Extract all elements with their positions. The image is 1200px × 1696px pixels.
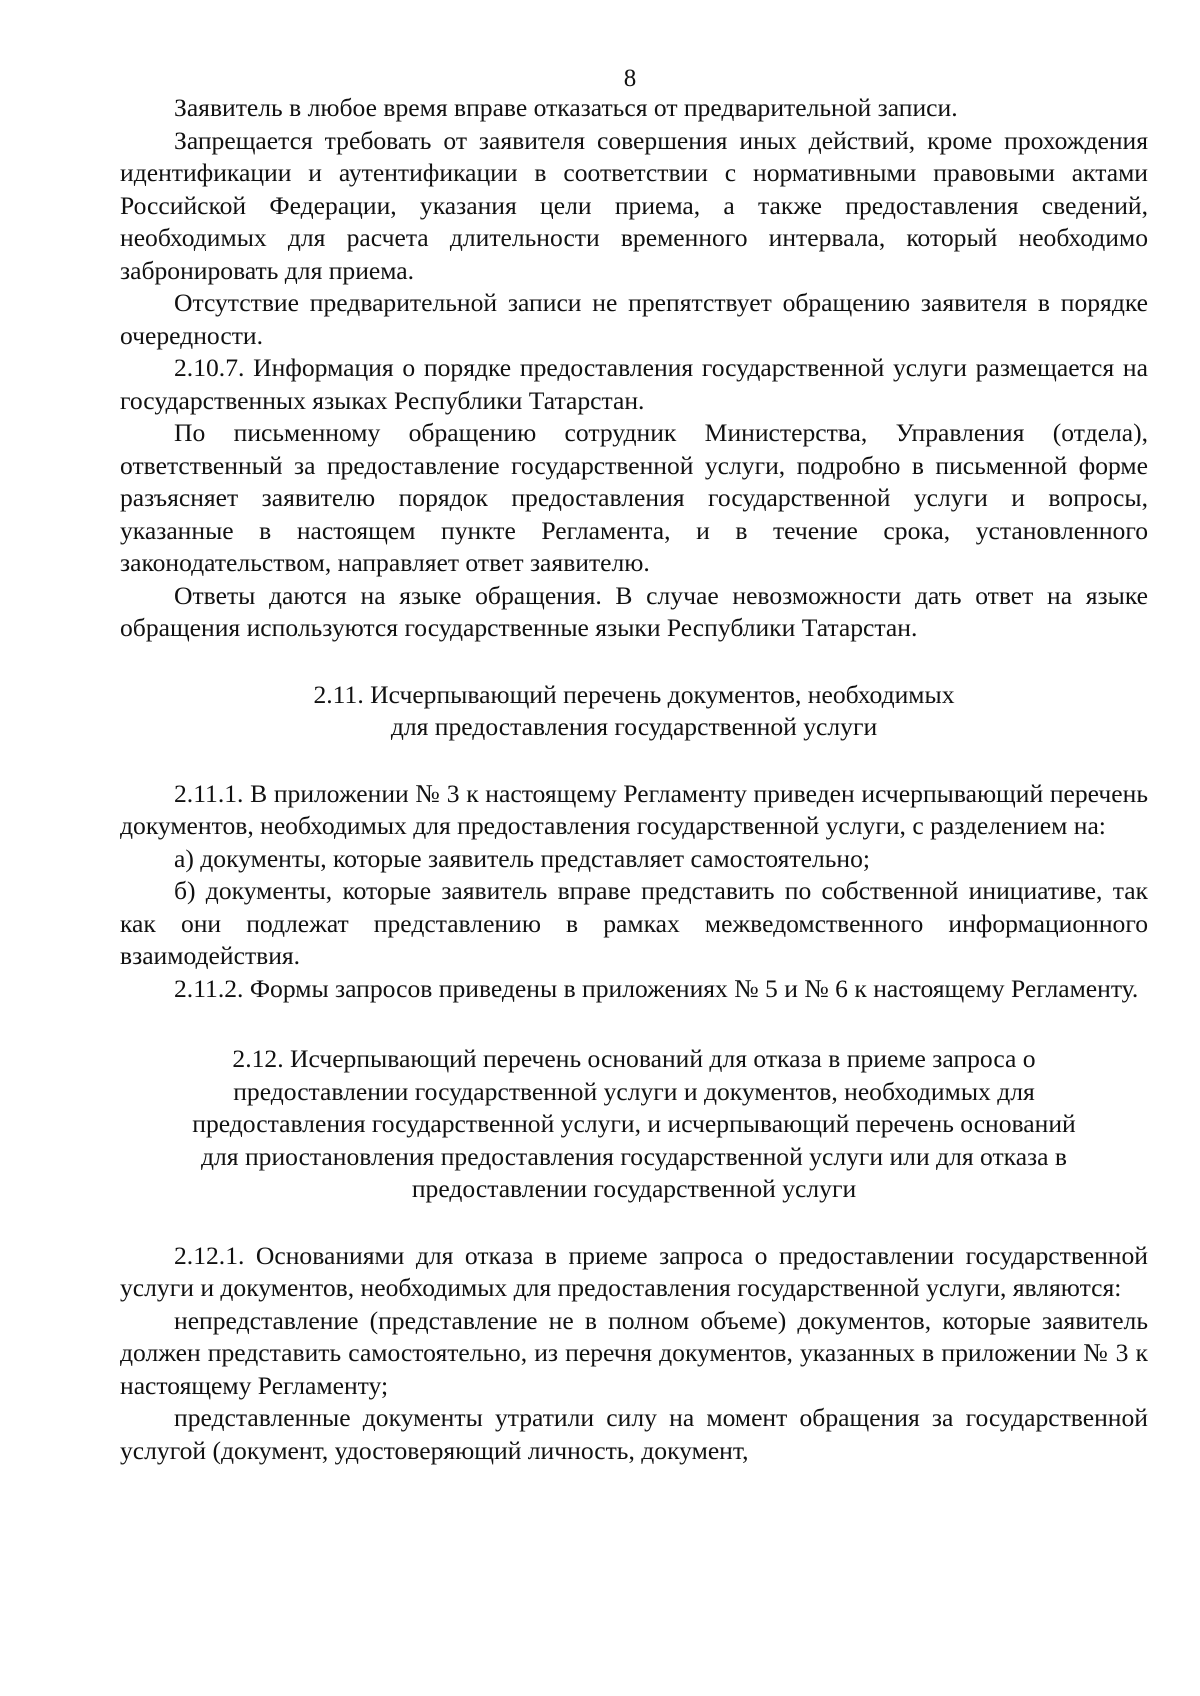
paragraph: а) документы, которые заявитель представляет самостоятельно; [174,843,870,873]
paragraph: Ответы даются на языке обращения. В случае невозможности дать ответ на языке обращения используются государственные языки Республики Татарстан. [120,580,1148,642]
heading-line: 2.12. Исчерпывающий перечень оснований для отказа в приеме запроса о [232,1044,1036,1073]
paragraph: б) документы, которые заявитель вправе представить по собственной инициативе, так как они подлежат представлению в рамках межведомственного информационного взаимодействия. [120,876,1148,970]
paragraph: По письменному обращению сотрудник Министерства, Управления (отдела), ответственный за предоставление государственной услуги, подробно в письменной форме разъясняет заявителю порядок предоставления государственной услуги и вопросы, указанные в настоящем пункте Регламента, и в течение срока, установленного законодательством, направляет ответ заявителю. [120,418,1148,577]
heading-line: для приостановления предоставления государственной услуги или для отказа в [200,1141,1068,1171]
heading-line: предоставления государственной услуги, и исчерпывающий перечень оснований [192,1109,1076,1138]
paragraph: непредставление (представление не в полном объеме) документов, которые заявитель должен представить самостоятельно, из перечня документов, указанных в приложении № 3 к настоящему Регламенту; [120,1305,1148,1400]
document-body [120,92,1148,1467]
paragraph: 2.12.1. Основаниями для отказа в приеме запроса о предоставлении государственной услуги и документов, необходимых для предоставления государственной услуги, являются: [120,1240,1148,1302]
paragraph: представленные документы утратили силу на момент обращения за государственной услугой (документ, удостоверяющий личность, документ, [120,1403,1148,1465]
paragraph: Запрещается требовать от заявителя совершения иных действий, кроме прохождения идентификации и аутентификации в соответствии с нормативными правовыми актами Российской Федерации, указания цели приема, а также предоставления сведений, необходимых для расчета длительности временного интервала, который необходимо забронировать для приема. [120,125,1148,285]
paragraph: Заявитель в любое время вправе отказаться от предварительной записи. [174,93,958,122]
paragraph: 2.10.7. Информация о порядке предоставления государственной услуги размещается на государственных языках Республики Татарстан. [120,353,1148,415]
heading-line: предоставлении государственной услуги [411,1174,857,1203]
paragraph: Отсутствие предварительной записи не препятствует обращению заявителя в порядке очередности. [120,288,1148,350]
section-heading-2-12 [120,1043,1148,1206]
section-heading-2-11 [120,679,1148,744]
paragraph: 2.11.1. В приложении № 3 к настоящему Регламенту приведен исчерпывающий перечень документов, необходимых для предоставления государственной услуги, с разделением на: [120,778,1148,840]
page-number: 8 [623,65,637,92]
paragraph: 2.11.2. Формы запросов приведены в приложениях № 5 и № 6 к настоящему Регламенту. [174,973,1139,1003]
heading-line: 2.11. Исчерпывающий перечень документов, необходимых [313,679,955,709]
heading-line: предоставлении государственной услуги и документов, необходимых для [233,1076,1035,1106]
heading-line: для предоставления государственной услуги [390,712,878,741]
